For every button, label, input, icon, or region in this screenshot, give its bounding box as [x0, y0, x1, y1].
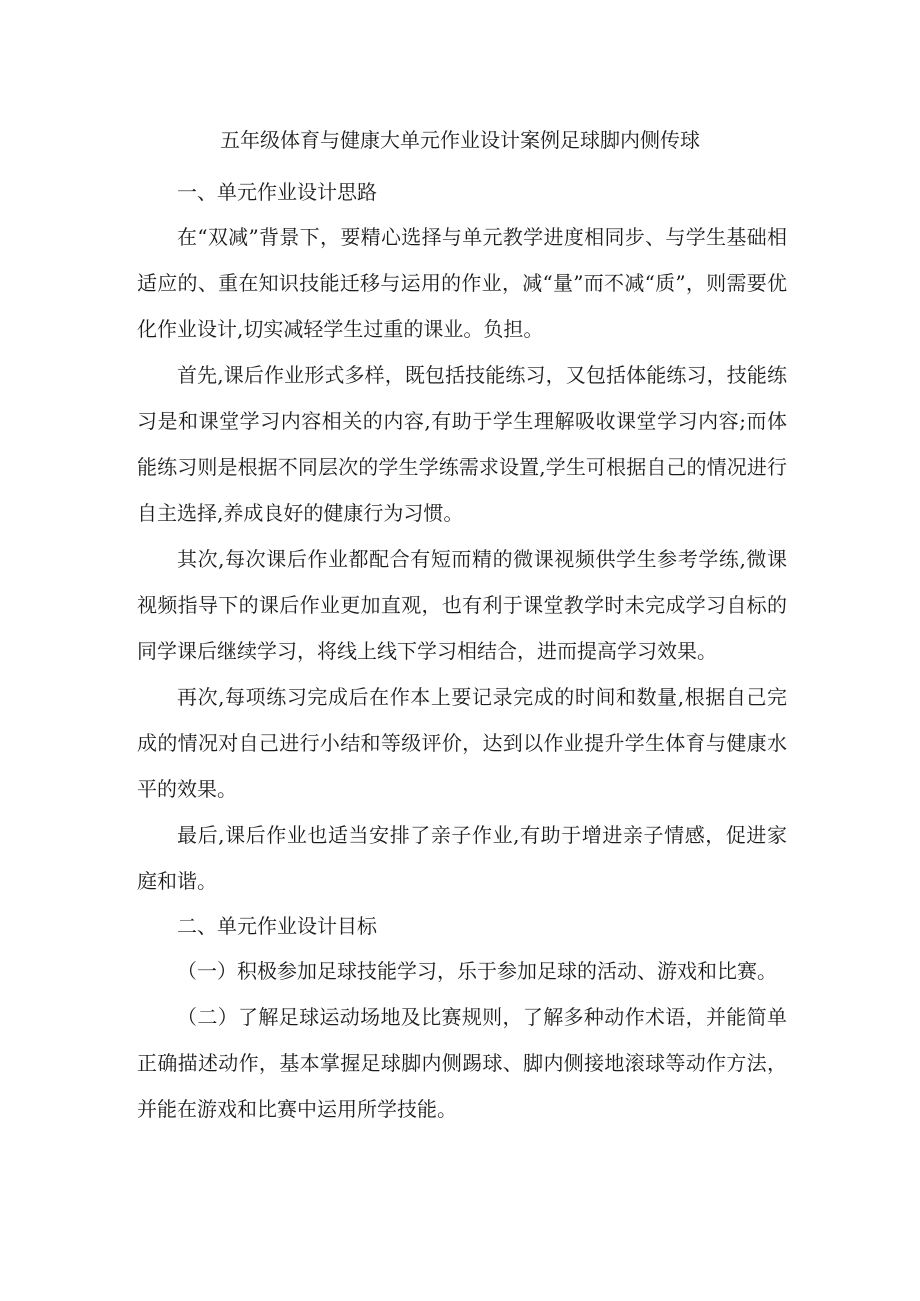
- paragraph-third: 再次,每项练习完成后在作本上要记录完成的时间和数量,根据自己完成的情况对自己进行小结和等级评价，达到以作业提升学生体育与健康水平的效果。: [137, 685, 787, 801]
- goal-item-2: （二）了解足球运动场地及比赛规则，了解多种动作术语，并能简单正确描述动作，基本掌握足球脚内侧踢球、脚内侧接地滚球等动作方法，并能在游戏和比赛中运用所学技能。: [137, 1005, 787, 1121]
- section-heading-design-ideas: 一、单元作业设计思路: [177, 180, 377, 204]
- paragraph-second: 其次,每次课后作业都配合有短而精的微课视频供学生参考学练,微课视频指导下的课后作业更加直观，也有利于课堂教学时未完成学习自标的同学课后继续学习，将线上线下学习相结合，进而提高学习效果。: [137, 547, 787, 663]
- section-heading-design-goals: 二、单元作业设计目标: [177, 914, 377, 938]
- goal-item-1: （一）积极参加足球技能学习，乐于参加足球的活动、游戏和比赛。: [177, 959, 777, 983]
- paragraph-double-reduction: 在“双减”背景下，要精心选择与单元教学进度相同步、与学生基础相适应的、重在知识技能迁移与运用的作业，减“量”而不减“质”，则需要优化作业设计,切实减轻学生过重的课业。负担。: [137, 225, 787, 341]
- document-body: [137, 170, 787, 1132]
- paragraph-last: 最后,课后作业也适当安排了亲子作业,有助于增进亲子情感，促进家庭和谐。: [137, 823, 787, 893]
- paragraph-first: 首先,课后作业形式多样，既包括技能练习，又包括体能练习，技能练习是和课堂学习内容相关的内容,有助于学生理解吸收课堂学习内容;而体能练习则是根据不同层次的学生学练需求设置,学生可根据自己的情况进行自主选择,养成良好的健康行为习惯。: [137, 363, 787, 525]
- document-title: 五年级体育与健康大单元作业设计案例足球脚内侧传球: [220, 128, 700, 152]
